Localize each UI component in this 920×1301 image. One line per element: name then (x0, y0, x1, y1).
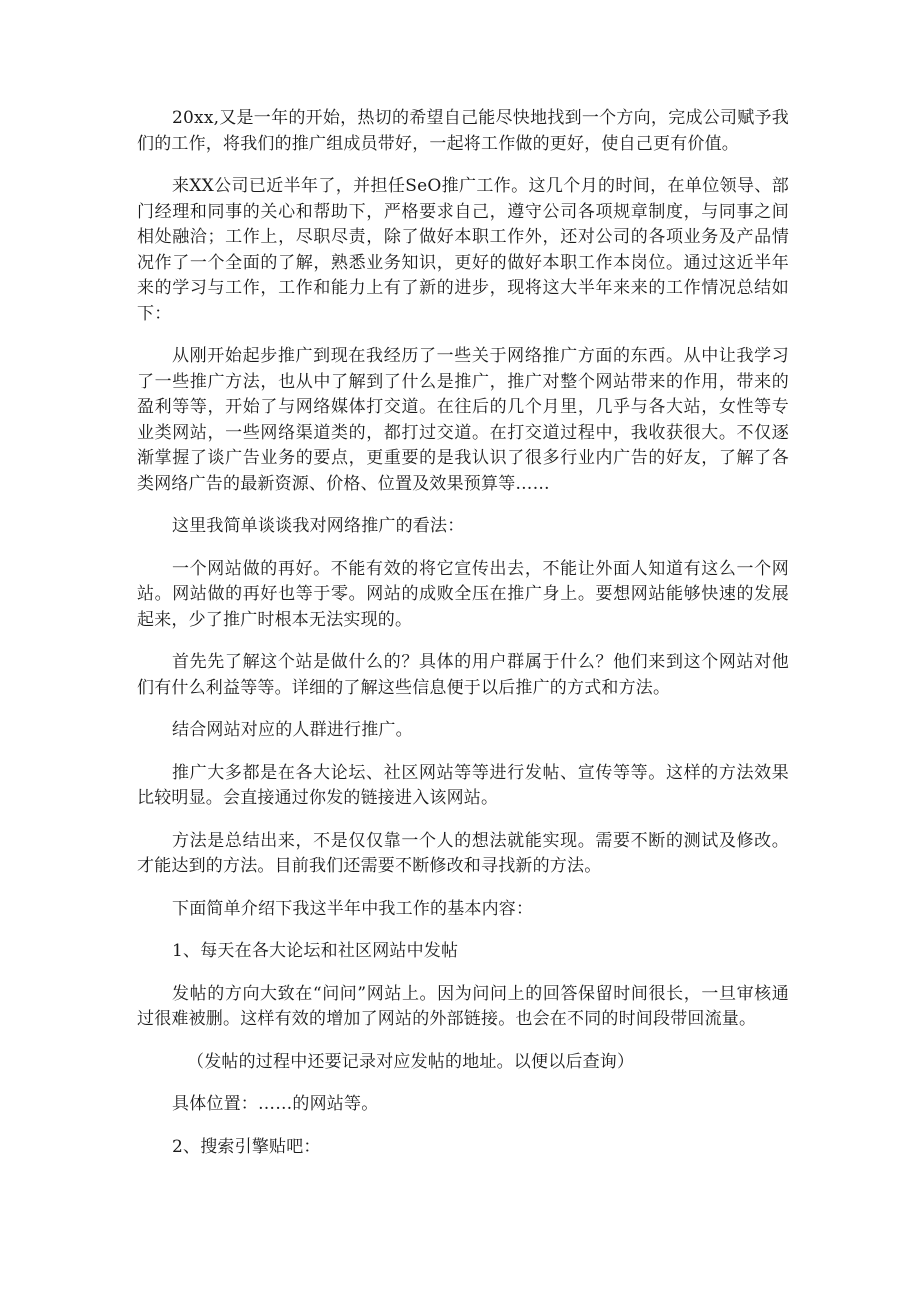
paragraph-work-heading: 下面简单介绍下我这半年中我工作的基本内容： (172, 898, 534, 919)
paragraph-view-5: 方法是总结出来，不是仅仅靠一个人的想法就能实现。需要不断的测试及修改。才能达到的方法。目前我们还需要不断修改和寻找新的方法。 (137, 830, 789, 876)
paragraph-item-1: 1、每天在各大论坛和社区网站中发帖 (172, 941, 459, 961)
paragraph-item-2: 2、搜索引擎贴吧： (172, 1136, 321, 1157)
document-body (137, 106, 789, 1177)
paragraph-view-2: 首先先了解这个站是做什么的？具体的用户群属于什么？他们来到这个网站对他们有什么利益等等。详细的了解这些信息便于以后推广的方式和方法。 (137, 652, 789, 698)
paragraph-experience: 从刚开始起步推广到现在我经历了一些关于网络推广方面的东西。从中让我学习了一些推广方法，也从中了解到了什么是推广，推广对整个网站带来的作用，带来的盈利等等，开始了与网络媒体打交道。在往后的几个月里，几乎与各大站，女性等专业类网站，一些网络渠道类的，都打过交道。在打交道过程中，我收获很大。不仅逐渐掌握了谈广告业务的要点，更重要的是我认识了很多行业内广告的好友，了解了各类网络广告的最新资源、价格、位置及效果预算等…… (137, 346, 789, 494)
paragraph-view-1: 一个网站做的再好。不能有效的将它宣传出去，不能让外面人知道有这么一个网站。网站做的再好也等于零。网站的成败全压在推广身上。要想网站能够快速的发展起来，少了推广时根本无法实现的。 (137, 558, 789, 630)
paragraph-background: 来XX公司已近半年了，并担任SeO推广工作。这几个月的时间，在单位领导、部门经理和同事的关心和帮助下，严格要求自己，遵守公司各项规章制度，与同事之间相处融洽；工作上，尽职尽责，除了做好本职工作外，还对公司的各项业务及产品情况作了一个全面的了解，熟悉业务知识，更好的做好本职工作本岗位。通过这近半年来的学习与工作，工作和能力上有了新的进步，现将这大半年来来的工作情况总结如下： (137, 176, 789, 324)
paragraph-item-1-detail: 发帖的方向大致在“问问”网站上。因为问问上的回答保留时间很长，一旦审核通过很难被删。这样有效的增加了网站的外部链接。也会在不同的时间段带回流量。 (137, 983, 789, 1029)
paragraph-item-1-note: （发帖的过程中还要记录对应发帖的地址。以便以后查询） (187, 1051, 635, 1072)
paragraph-item-1-location: 具体位置：……的网站等。 (172, 1094, 379, 1114)
paragraph-view-heading: 这里我简单谈谈我对网络推广的看法： (172, 516, 465, 536)
paragraph-intro: 20xx,又是一年的开始，热切的希望自己能尽快地找到一个方向，完成公司赋予我们的工作，将我们的推广组成员带好，一起将工作做的更好，使自己更有价值。 (137, 108, 789, 154)
paragraph-view-3: 结合网站对应的人群进行推广。 (172, 720, 413, 740)
paragraph-view-4: 推广大多都是在各大论坛、社区网站等等进行发帖、宣传等等。这样的方法效果比较明显。会直接通过你发的链接进入该网站。 (137, 762, 789, 808)
